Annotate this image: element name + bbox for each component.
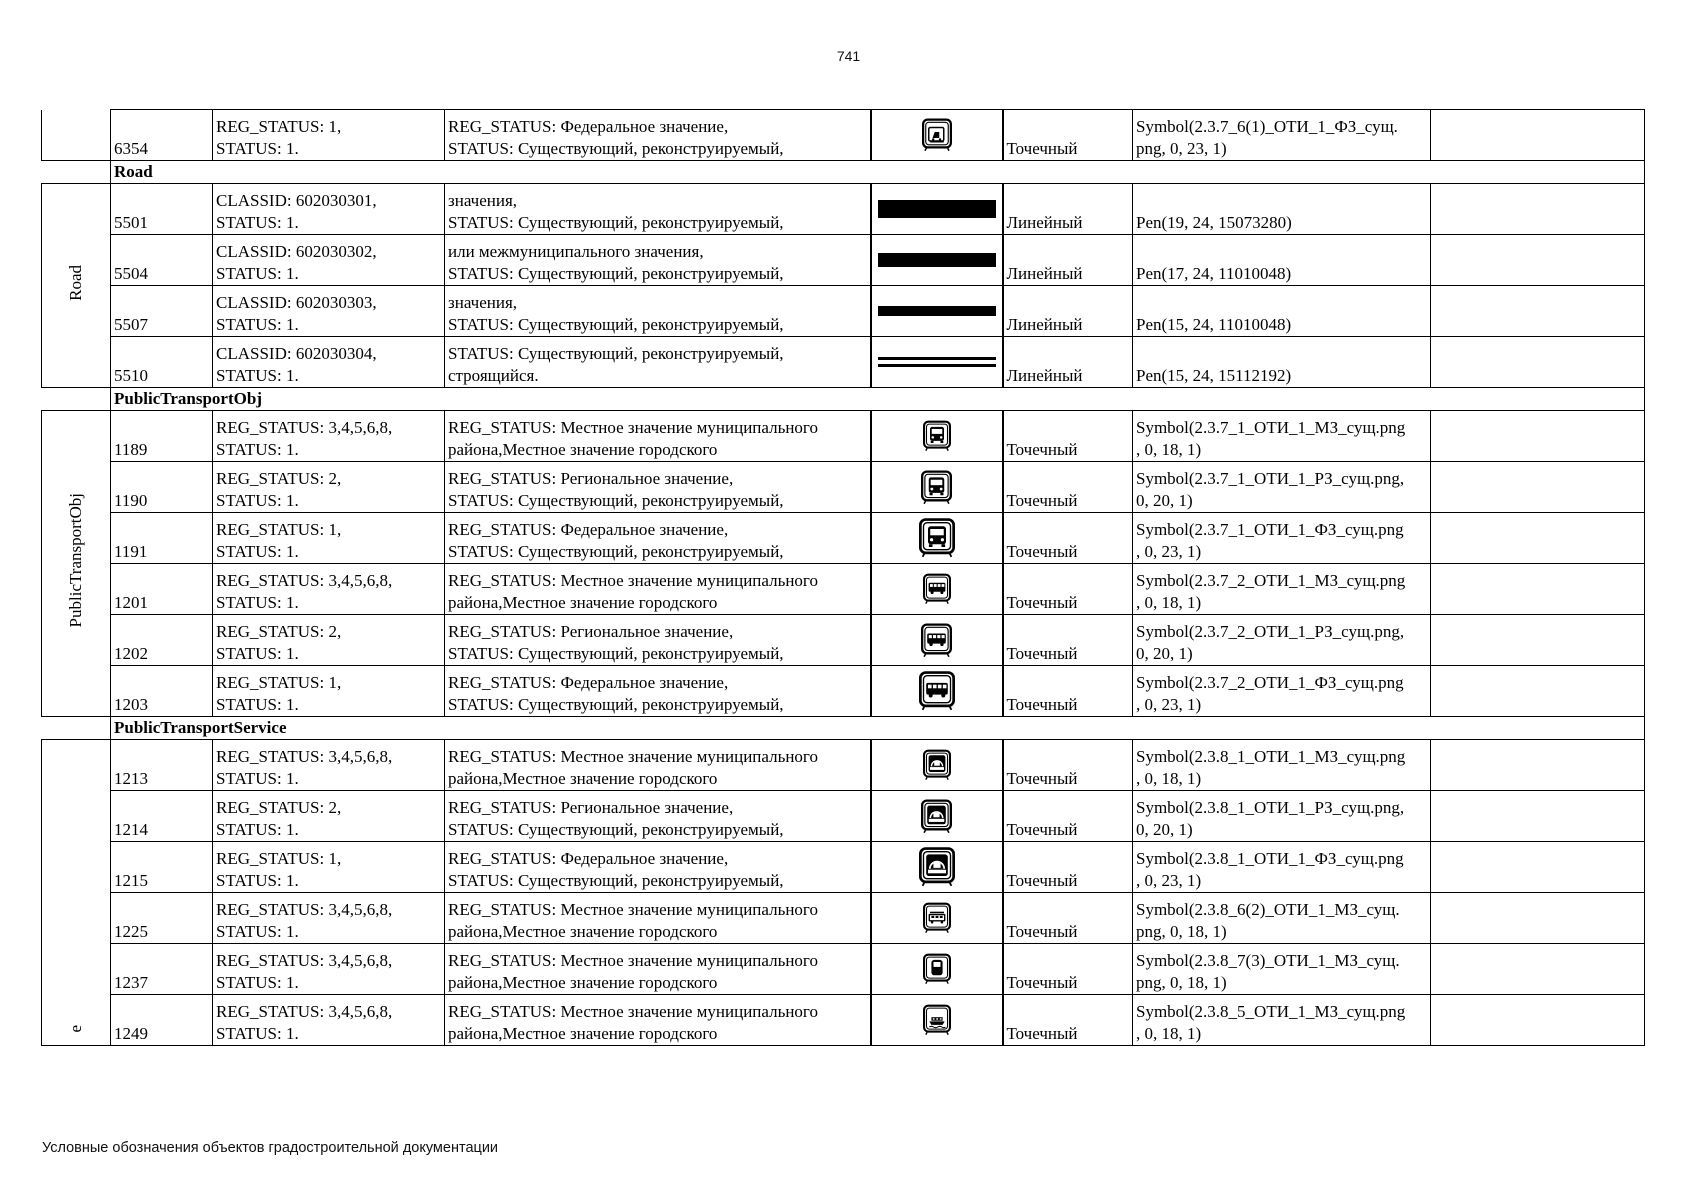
type-cell: Точечный xyxy=(1003,513,1133,564)
condition-cell: REG_STATUS: 1, STATUS: 1. xyxy=(213,666,445,717)
style-cell: Symbol(2.3.7_1_ОТИ_1_РЗ_сущ.png, 0, 20, 1) xyxy=(1133,462,1431,513)
symbol-cell xyxy=(871,666,1003,717)
description-cell: REG_STATUS: Региональное значение, STATUS: Существующий, реконструируемый, xyxy=(445,791,871,842)
description-cell: значения, STATUS: Существующий, реконструируемый, xyxy=(445,286,871,337)
note-cell xyxy=(1431,944,1645,995)
style-cell: Symbol(2.3.7_2_ОТИ_1_ФЗ_сущ.png , 0, 23, 1) xyxy=(1133,666,1431,717)
description-cell: значения, STATUS: Существующий, реконструируемый, xyxy=(445,184,871,235)
bus-station-large-icon xyxy=(872,847,1002,887)
group-vertical-label: Road xyxy=(42,184,111,388)
symbol-cell xyxy=(871,513,1003,564)
style-cell: Symbol(2.3.7_1_ОТИ_1_ФЗ_сущ.png , 0, 23, 1) xyxy=(1133,513,1431,564)
symbol-cell xyxy=(871,411,1003,462)
description-cell: REG_STATUS: Местное значение муниципального района,Местное значение городского xyxy=(445,740,871,791)
symbol-cell xyxy=(871,995,1003,1046)
note-cell xyxy=(1431,842,1645,893)
table-row xyxy=(42,944,1645,995)
type-cell: Линейный xyxy=(1003,235,1133,286)
table-row xyxy=(42,666,1645,717)
type-cell: Точечный xyxy=(1003,842,1133,893)
symbol-cell xyxy=(871,740,1003,791)
type-cell: Линейный xyxy=(1003,337,1133,388)
note-cell xyxy=(1431,337,1645,388)
note-cell xyxy=(1431,740,1645,791)
code-cell: 1249 xyxy=(111,995,213,1046)
style-cell: Symbol(2.3.7_1_ОТИ_1_МЗ_сущ.png , 0, 18, 1) xyxy=(1133,411,1431,462)
description-cell: REG_STATUS: Федеральное значение, STATUS: Существующий, реконструируемый, xyxy=(445,110,871,161)
style-cell: Symbol(2.3.7_2_ОТИ_1_РЗ_сущ.png, 0, 20, 1) xyxy=(1133,615,1431,666)
type-cell: Точечный xyxy=(1003,615,1133,666)
group-title: PublicTransportObj xyxy=(111,388,1645,411)
note-cell xyxy=(1431,615,1645,666)
note-cell xyxy=(1431,411,1645,462)
page-number: 741 xyxy=(836,48,861,64)
thin-line-icon xyxy=(872,294,1002,328)
note-cell xyxy=(1431,235,1645,286)
description-cell: REG_STATUS: Местное значение муниципального района,Местное значение городского xyxy=(445,944,871,995)
type-cell: Точечный xyxy=(1003,110,1133,161)
code-cell: 5510 xyxy=(111,337,213,388)
style-cell: Symbol(2.3.8_6(2)_ОТИ_1_МЗ_сущ. png, 0, 18, 1) xyxy=(1133,893,1431,944)
note-cell xyxy=(1431,462,1645,513)
medium-line-icon xyxy=(872,243,1002,277)
group-header-row xyxy=(42,717,1645,740)
type-cell: Точечный xyxy=(1003,791,1133,842)
style-cell: Symbol(2.3.8_1_ОТИ_1_ФЗ_сущ.png , 0, 23, 1) xyxy=(1133,842,1431,893)
note-cell xyxy=(1431,184,1645,235)
condition-cell: REG_STATUS: 2, STATUS: 1. xyxy=(213,791,445,842)
note-cell xyxy=(1431,286,1645,337)
code-cell: 5504 xyxy=(111,235,213,286)
condition-cell: REG_STATUS: 3,4,5,6,8, STATUS: 1. xyxy=(213,944,445,995)
code-cell: 6354 xyxy=(111,110,213,161)
coach-large-icon xyxy=(872,671,1002,711)
condition-cell: CLASSID: 602030301, STATUS: 1. xyxy=(213,184,445,235)
style-cell: Pen(15, 24, 11010048) xyxy=(1133,286,1431,337)
style-cell: Symbol(2.3.7_6(1)_ОТИ_1_ФЗ_сущ. png, 0, 23, 1) xyxy=(1133,110,1431,161)
condition-cell: REG_STATUS: 3,4,5,6,8, STATUS: 1. xyxy=(213,740,445,791)
description-cell: REG_STATUS: Местное значение муниципального района,Местное значение городского xyxy=(445,564,871,615)
bus-station-small-icon xyxy=(872,749,1002,781)
style-cell: Symbol(2.3.8_1_ОТИ_1_МЗ_сущ.png , 0, 18, 1) xyxy=(1133,740,1431,791)
footer-caption: Условные обозначения объектов градостроительной документации xyxy=(42,1140,499,1156)
table-row xyxy=(42,513,1645,564)
table-row xyxy=(42,235,1645,286)
description-cell: REG_STATUS: Региональное значение, STATUS: Существующий, реконструируемый, xyxy=(445,615,871,666)
table-row xyxy=(42,615,1645,666)
tram-depot-icon xyxy=(872,902,1002,934)
note-cell xyxy=(1431,893,1645,944)
table-row xyxy=(42,462,1645,513)
symbol-cell xyxy=(871,791,1003,842)
condition-cell: REG_STATUS: 3,4,5,6,8, STATUS: 1. xyxy=(213,995,445,1046)
group-header-row xyxy=(42,161,1645,184)
table-row xyxy=(42,893,1645,944)
note-cell xyxy=(1431,666,1645,717)
code-cell: 1215 xyxy=(111,842,213,893)
railway-station-icon xyxy=(872,118,1002,152)
legend-table xyxy=(41,109,1645,1046)
description-cell: REG_STATUS: Федеральное значение, STATUS: Существующий, реконструируемый, xyxy=(445,666,871,717)
type-cell: Точечный xyxy=(1003,893,1133,944)
style-cell: Pen(19, 24, 15073280) xyxy=(1133,184,1431,235)
symbol-cell xyxy=(871,235,1003,286)
note-cell xyxy=(1431,564,1645,615)
code-cell: 1189 xyxy=(111,411,213,462)
group-gap-cell xyxy=(42,161,111,184)
condition-cell: REG_STATUS: 3,4,5,6,8, STATUS: 1. xyxy=(213,893,445,944)
symbol-cell xyxy=(871,842,1003,893)
group-gap-cell xyxy=(42,388,111,411)
group-gap-cell xyxy=(42,717,111,740)
symbol-cell xyxy=(871,615,1003,666)
description-cell: REG_STATUS: Федеральное значение, STATUS: Существующий, реконструируемый, xyxy=(445,513,871,564)
code-cell: 1214 xyxy=(111,791,213,842)
style-cell: Symbol(2.3.8_1_ОТИ_1_РЗ_сущ.png, 0, 20, 1) xyxy=(1133,791,1431,842)
code-cell: 5501 xyxy=(111,184,213,235)
bus-small-icon xyxy=(872,420,1002,452)
group-vertical-label: PublicTransportObj xyxy=(42,411,111,717)
note-cell xyxy=(1431,791,1645,842)
type-cell: Точечный xyxy=(1003,740,1133,791)
bus-station-medium-icon xyxy=(872,799,1002,834)
condition-cell: REG_STATUS: 2, STATUS: 1. xyxy=(213,462,445,513)
condition-cell: REG_STATUS: 1, STATUS: 1. xyxy=(213,842,445,893)
note-cell xyxy=(1431,995,1645,1046)
group-header-row xyxy=(42,388,1645,411)
condition-cell: REG_STATUS: 2, STATUS: 1. xyxy=(213,615,445,666)
condition-cell: CLASSID: 602030302, STATUS: 1. xyxy=(213,235,445,286)
symbol-cell xyxy=(871,893,1003,944)
note-cell xyxy=(1431,513,1645,564)
table-row xyxy=(42,995,1645,1046)
condition-cell: REG_STATUS: 3,4,5,6,8, STATUS: 1. xyxy=(213,564,445,615)
group-side-cell xyxy=(42,110,111,161)
code-cell: 1202 xyxy=(111,615,213,666)
double-line-icon xyxy=(872,345,1002,379)
condition-cell: CLASSID: 602030304, STATUS: 1. xyxy=(213,337,445,388)
style-cell: Pen(15, 24, 15112192) xyxy=(1133,337,1431,388)
description-cell: STATUS: Существующий, реконструируемый, строящийся. xyxy=(445,337,871,388)
table-row xyxy=(42,564,1645,615)
type-cell: Точечный xyxy=(1003,995,1133,1046)
code-cell: 1190 xyxy=(111,462,213,513)
style-cell: Symbol(2.3.7_2_ОТИ_1_МЗ_сущ.png , 0, 18, 1) xyxy=(1133,564,1431,615)
coach-medium-icon xyxy=(872,623,1002,658)
table-row xyxy=(42,411,1645,462)
symbol-cell xyxy=(871,337,1003,388)
table-row xyxy=(42,110,1645,161)
type-cell: Точечный xyxy=(1003,462,1133,513)
group-title: PublicTransportService xyxy=(111,717,1645,740)
table-row xyxy=(42,842,1645,893)
type-cell: Линейный xyxy=(1003,184,1133,235)
code-cell: 5507 xyxy=(111,286,213,337)
description-cell: REG_STATUS: Федеральное значение, STATUS: Существующий, реконструируемый, xyxy=(445,842,871,893)
description-cell: или межмуниципального значения, STATUS: Существующий, реконструируемый, xyxy=(445,235,871,286)
thick-line-icon xyxy=(872,192,1002,226)
style-cell: Symbol(2.3.8_5_ОТИ_1_МЗ_сущ.png , 0, 18, 1) xyxy=(1133,995,1431,1046)
symbol-cell xyxy=(871,564,1003,615)
code-cell: 1201 xyxy=(111,564,213,615)
code-cell: 1191 xyxy=(111,513,213,564)
table-row xyxy=(42,184,1645,235)
description-cell: REG_STATUS: Местное значение муниципального района,Местное значение городского xyxy=(445,995,871,1046)
style-cell: Pen(17, 24, 11010048) xyxy=(1133,235,1431,286)
style-cell: Symbol(2.3.8_7(3)_ОТИ_1_МЗ_сущ. png, 0, 18, 1) xyxy=(1133,944,1431,995)
code-cell: 1225 xyxy=(111,893,213,944)
symbol-cell xyxy=(871,462,1003,513)
code-cell: 1237 xyxy=(111,944,213,995)
table-row xyxy=(42,740,1645,791)
symbol-cell xyxy=(871,110,1003,161)
type-cell: Линейный xyxy=(1003,286,1133,337)
group-vertical-label: e xyxy=(42,740,111,1046)
fuel-station-icon xyxy=(872,953,1002,985)
condition-cell: CLASSID: 602030303, STATUS: 1. xyxy=(213,286,445,337)
table-row xyxy=(42,337,1645,388)
description-cell: REG_STATUS: Региональное значение, STATUS: Существующий, реконструируемый, xyxy=(445,462,871,513)
description-cell: REG_STATUS: Местное значение муниципального района,Местное значение городского xyxy=(445,411,871,462)
symbol-cell xyxy=(871,184,1003,235)
code-cell: 1203 xyxy=(111,666,213,717)
table-row xyxy=(42,286,1645,337)
bus-large-icon xyxy=(872,518,1002,558)
description-cell: REG_STATUS: Местное значение муниципального района,Местное значение городского xyxy=(445,893,871,944)
code-cell: 1213 xyxy=(111,740,213,791)
type-cell: Точечный xyxy=(1003,564,1133,615)
coach-small-icon xyxy=(872,573,1002,605)
type-cell: Точечный xyxy=(1003,666,1133,717)
symbol-cell xyxy=(871,286,1003,337)
table-row xyxy=(42,791,1645,842)
condition-cell: REG_STATUS: 1, STATUS: 1. xyxy=(213,513,445,564)
bus-medium-icon xyxy=(872,470,1002,505)
type-cell: Точечный xyxy=(1003,944,1133,995)
group-title: Road xyxy=(111,161,1645,184)
condition-cell: REG_STATUS: 3,4,5,6,8, STATUS: 1. xyxy=(213,411,445,462)
ship-terminal-icon xyxy=(872,1004,1002,1036)
condition-cell: REG_STATUS: 1, STATUS: 1. xyxy=(213,110,445,161)
type-cell: Точечный xyxy=(1003,411,1133,462)
note-cell xyxy=(1431,110,1645,161)
symbol-cell xyxy=(871,944,1003,995)
